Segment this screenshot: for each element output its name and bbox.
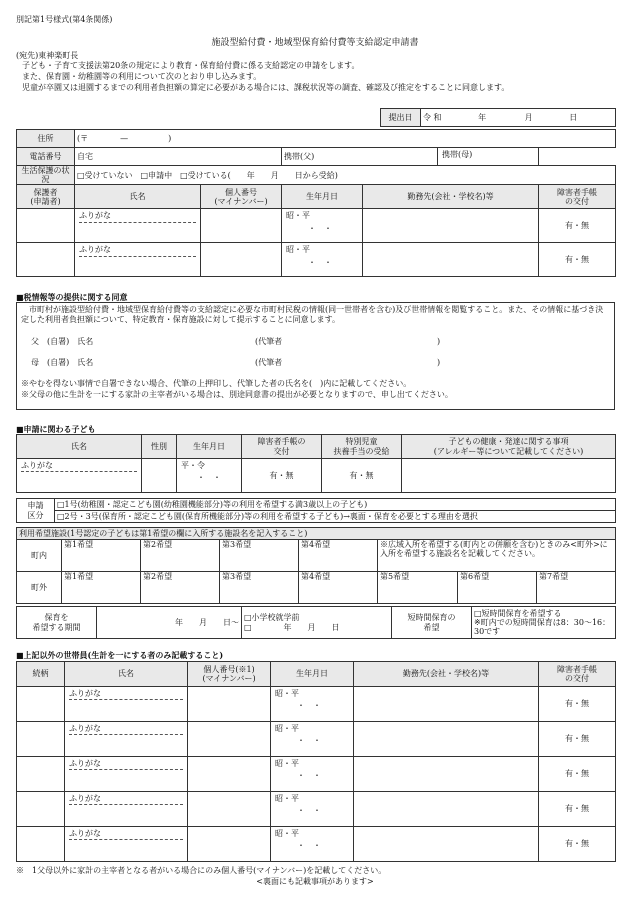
consent-father: 父 (自署) 氏名	[31, 337, 94, 346]
birth-era: 平・令	[181, 461, 205, 470]
kubun-option-1[interactable]: □1号(幼稚園・認定こども園(幼稚園機能部分)等の利用を希望する満3歳以上の子ども)	[55, 499, 616, 511]
member-workplace-cell[interactable]	[354, 827, 539, 862]
birth-era: 昭・平	[275, 794, 299, 803]
consent-note-2: ※父母の他に生計を一にする家計の主宰者がいる場合は、別途同意書の提出が必要となりますので、申し出てください。	[21, 390, 453, 399]
intro-line-1: 子ども・子育て支援法第20条の規定により教育・保育給付費に係る支給認定の申請をします。	[22, 61, 360, 70]
child-header-allowance: 特別児童 扶養手当の受給	[322, 435, 402, 459]
back-note: <裏面にも記載事項があります>	[256, 877, 374, 886]
birth-era: 昭・平	[286, 211, 310, 221]
member-mynumber-cell[interactable]	[188, 757, 271, 792]
furigana-label: ふりがな	[79, 211, 196, 222]
town-out-choice-6[interactable]: 第6希望	[458, 572, 537, 604]
period-start-field[interactable]: 年 月 日～	[97, 607, 242, 639]
birth-era: 昭・平	[286, 245, 310, 255]
member-name-cell[interactable]	[65, 792, 188, 827]
member-disability-cell[interactable]: 有・無	[539, 757, 616, 792]
facility-heading: 利用希望施設(1号認定の子どもは第1希望の欄に入所する施設名を記入すること)	[17, 528, 616, 540]
member-birth-cell[interactable]	[271, 757, 354, 792]
header-name: 氏名	[75, 185, 201, 209]
header-mynumber: 個人番号 (マイナンバー)	[201, 185, 282, 209]
town-out-label: 町外	[17, 572, 62, 604]
submit-date-field[interactable]	[421, 109, 616, 127]
guardian-birth-cell[interactable]	[282, 209, 363, 243]
guardian-disability-cell[interactable]: 有・無	[539, 209, 616, 243]
guardian-workplace-cell[interactable]	[363, 243, 539, 277]
household-heading: ■上記以外の世帯員(生計を一にする者のみ記載すること)	[16, 650, 224, 660]
town-out-note: ※広域入所を希望する(町内との併願を含む)ときのみ<町外>に入所を希望する施設名を記載してください。	[378, 540, 616, 572]
short-care-option[interactable]: □短時間保育を希望する ※町内での短時間保育は8：30～16：30です	[472, 607, 616, 639]
member-workplace-cell[interactable]	[354, 757, 539, 792]
household-header-birth: 生年月日	[271, 662, 354, 687]
kubun-table	[16, 498, 616, 523]
member-name-cell[interactable]	[65, 687, 188, 722]
table-row	[17, 243, 616, 277]
child-header-disability: 障害者手帳の 交付	[242, 435, 322, 459]
member-name-cell[interactable]	[65, 722, 188, 757]
guardian-name-cell[interactable]	[75, 209, 201, 243]
guardian-workplace-cell[interactable]	[363, 209, 539, 243]
table-row	[17, 687, 616, 722]
member-mynumber-cell[interactable]	[188, 687, 271, 722]
member-relation-cell[interactable]	[17, 757, 65, 792]
member-relation-cell[interactable]	[17, 792, 65, 827]
submit-year: 年	[478, 112, 487, 122]
address-value: (〒 — )	[77, 133, 172, 143]
consent-mother: 母 (自署) 氏名	[31, 358, 94, 367]
member-birth-cell[interactable]	[271, 827, 354, 862]
submit-era: 令 和	[423, 112, 442, 122]
furigana-label: ふりがな	[69, 689, 183, 700]
town-out-choice-4[interactable]: 第4希望	[299, 572, 378, 604]
birth-dots: ・ ・	[197, 473, 221, 483]
birth-dots: ・ ・	[297, 771, 321, 781]
birth-dots: ・ ・	[297, 841, 321, 851]
birth-dots: ・ ・	[308, 223, 332, 233]
member-birth-cell[interactable]	[271, 687, 354, 722]
header-birthdate: 生年月日	[282, 185, 363, 209]
child-birth-cell[interactable]	[177, 459, 242, 493]
household-table	[16, 661, 616, 862]
birth-dots: ・ ・	[297, 736, 321, 746]
period-label: 保育を 希望する期間	[17, 607, 97, 639]
birth-era: 昭・平	[275, 689, 299, 698]
address-field[interactable]	[75, 130, 616, 148]
town-out-choice-5[interactable]: 第5希望	[378, 572, 458, 604]
town-in-choice-1[interactable]: 第1希望	[62, 540, 141, 572]
guardian-mynumber-cell[interactable]	[201, 243, 282, 277]
member-mynumber-cell[interactable]	[188, 792, 271, 827]
town-in-choice-2[interactable]: 第2希望	[141, 540, 220, 572]
member-birth-cell[interactable]	[271, 792, 354, 827]
phone-mother-label: 携帯(母)	[442, 150, 473, 159]
school-date-option[interactable]: □ 年 月 日	[244, 622, 340, 632]
household-header-name: 氏名	[65, 662, 188, 687]
furigana-label: ふりがな	[69, 829, 183, 840]
guardian-disability-cell[interactable]: 有・無	[539, 243, 616, 277]
furigana-label: ふりがな	[21, 461, 137, 472]
welfare-options[interactable]: □受けていない □申請中 □受けている( 年 月 日から受給)	[75, 166, 616, 185]
birth-dots: ・ ・	[308, 257, 332, 267]
town-out-choice-2[interactable]: 第2希望	[141, 572, 220, 604]
member-birth-cell[interactable]	[271, 722, 354, 757]
guardian-name-cell[interactable]	[75, 243, 201, 277]
intro-line-3: 児童が卒園又は退園するまでの利用者負担額の算定に必要がある場合には、課税状況等の調査、確認及び推定をすることに同意します。	[22, 83, 510, 92]
consent-body: 市町村が施設型給付費・地域型保育給付費等の支給認定に必要な市町村民税の情報(同一世帯者を含む)及び世帯情報を閲覧すること。また、その情報に基づき決定した利用者負担額について、特定教育・保育施設に対して提示することに同意します。	[21, 305, 604, 324]
short-care-label: 短時間保育の 希望	[392, 607, 472, 639]
town-in-choice-3[interactable]: 第3希望	[220, 540, 299, 572]
child-table	[16, 434, 616, 493]
furigana-label: ふりがな	[69, 759, 183, 770]
consent-father-proxy: (代筆者	[255, 337, 283, 346]
birth-era: 昭・平	[275, 724, 299, 733]
consent-note-1: ※やむを得ない事情で自署できない場合、代筆の上押印し、代筆した者の氏名を( )内に記載してください。	[21, 379, 412, 388]
member-name-cell[interactable]	[65, 757, 188, 792]
submit-day: 日	[569, 112, 578, 122]
period-end-field[interactable]	[242, 607, 392, 639]
birth-era: 昭・平	[275, 759, 299, 768]
kubun-option-2[interactable]: □2号・3号(保育所・認定こども園(保育所機能部分)等の利用を希望する子ども)→裏面・保育を必要とする理由を選択	[55, 511, 616, 523]
child-health-cell[interactable]	[402, 459, 616, 493]
kubun-label: 申請 区分	[17, 499, 55, 523]
phone-home-field[interactable]	[75, 148, 282, 166]
birth-dots: ・ ・	[297, 806, 321, 816]
child-header-sex: 性別	[142, 435, 177, 459]
furigana-label: ふりがな	[69, 794, 183, 805]
phone-divider	[437, 147, 438, 166]
town-in-label: 町内	[17, 540, 62, 572]
school-option[interactable]: □小学校就学前	[244, 613, 300, 623]
household-header-mynumber: 個人番号(※1) (マイナンバー)	[188, 662, 271, 687]
address-label: 住所	[17, 130, 75, 148]
child-allowance-cell[interactable]: 有・無	[322, 459, 402, 493]
member-workplace-cell[interactable]	[354, 722, 539, 757]
member-disability-cell[interactable]: 有・無	[539, 722, 616, 757]
guardian-birth-cell[interactable]	[282, 243, 363, 277]
table-row	[17, 459, 616, 493]
child-heading: ■申請に関わる子ども	[16, 424, 96, 434]
phone-label: 電話番号	[17, 148, 75, 166]
town-out-choice-3[interactable]: 第3希望	[220, 572, 299, 604]
header-workplace: 勤務先(会社・学校名)等	[363, 185, 539, 209]
phone-father-field[interactable]	[282, 148, 539, 166]
town-in-choice-4[interactable]: 第4希望	[299, 540, 378, 572]
table-row	[17, 757, 616, 792]
table-row	[17, 209, 616, 243]
child-disability-cell[interactable]: 有・無	[242, 459, 322, 493]
town-out-choice-7[interactable]: 第7希望	[537, 572, 616, 604]
member-relation-cell[interactable]	[17, 827, 65, 862]
guardian-relation-cell[interactable]	[17, 209, 75, 243]
table-row	[17, 792, 616, 827]
town-out-choice-1[interactable]: 第1希望	[62, 572, 141, 604]
member-mynumber-cell[interactable]	[188, 722, 271, 757]
form-id: 別記第1号様式(第4条関係)	[16, 15, 113, 24]
member-relation-cell[interactable]	[17, 722, 65, 757]
child-name-cell[interactable]	[17, 459, 142, 493]
furigana-label: ふりがな	[79, 245, 196, 256]
guardian-mynumber-cell[interactable]	[201, 209, 282, 243]
birth-era: 昭・平	[275, 829, 299, 838]
member-name-cell[interactable]	[65, 827, 188, 862]
consent-box	[16, 302, 615, 410]
child-header-health: 子どもの健康・発達に関する事項 (アレルギー等について記載してください)	[402, 435, 616, 459]
member-disability-cell[interactable]: 有・無	[539, 687, 616, 722]
form-title: 施設型給付費・地域型保育給付費等支給認定申請書	[211, 38, 419, 48]
footnote: ※ 1父母以外に家計の主宰者となる者がいる場合にのみ個人番号(マイナンバー)を記載してください。	[16, 866, 387, 875]
furigana-label: ふりがな	[69, 724, 183, 735]
header-guardian: 保護者 (申請者)	[17, 185, 75, 209]
member-disability-cell[interactable]: 有・無	[539, 792, 616, 827]
consent-heading: ■税情報等の提供に関する同意	[16, 292, 128, 302]
intro-line-2: また、保育園・幼稚園等の利用について次のとおり申し込みます。	[22, 72, 262, 81]
submit-month: 月	[524, 112, 533, 122]
header-disability: 障害者手帳 の交付	[539, 185, 616, 209]
member-workplace-cell[interactable]	[354, 687, 539, 722]
period-table	[16, 606, 616, 639]
child-header-birth: 生年月日	[177, 435, 242, 459]
member-workplace-cell[interactable]	[354, 792, 539, 827]
phone-home-label: 自宅	[77, 151, 93, 161]
birth-dots: ・ ・	[297, 701, 321, 711]
child-sex-cell[interactable]	[142, 459, 177, 493]
welfare-label: 生活保護の状況	[17, 166, 75, 185]
consent-mother-close: )	[437, 358, 441, 367]
guardian-relation-cell[interactable]	[17, 243, 75, 277]
household-header-disability: 障害者手帳 の交付	[539, 662, 616, 687]
table-row	[17, 827, 616, 862]
addressee: (宛先)東神楽町長	[16, 51, 79, 60]
child-header-name: 氏名	[17, 435, 142, 459]
member-mynumber-cell[interactable]	[188, 827, 271, 862]
household-header-workplace: 勤務先(会社・学校名)等	[354, 662, 539, 687]
consent-mother-proxy: (代筆者	[255, 358, 283, 367]
phone-father-label: 携帯(父)	[284, 151, 315, 161]
member-relation-cell[interactable]	[17, 687, 65, 722]
consent-father-close: )	[437, 337, 441, 346]
applicant-table	[16, 129, 616, 277]
submit-date-label: 提出日	[381, 109, 421, 127]
facility-table	[16, 527, 616, 604]
submit-date-table	[380, 108, 616, 127]
table-row	[17, 722, 616, 757]
member-disability-cell[interactable]: 有・無	[539, 827, 616, 862]
household-header-relation: 続柄	[17, 662, 65, 687]
